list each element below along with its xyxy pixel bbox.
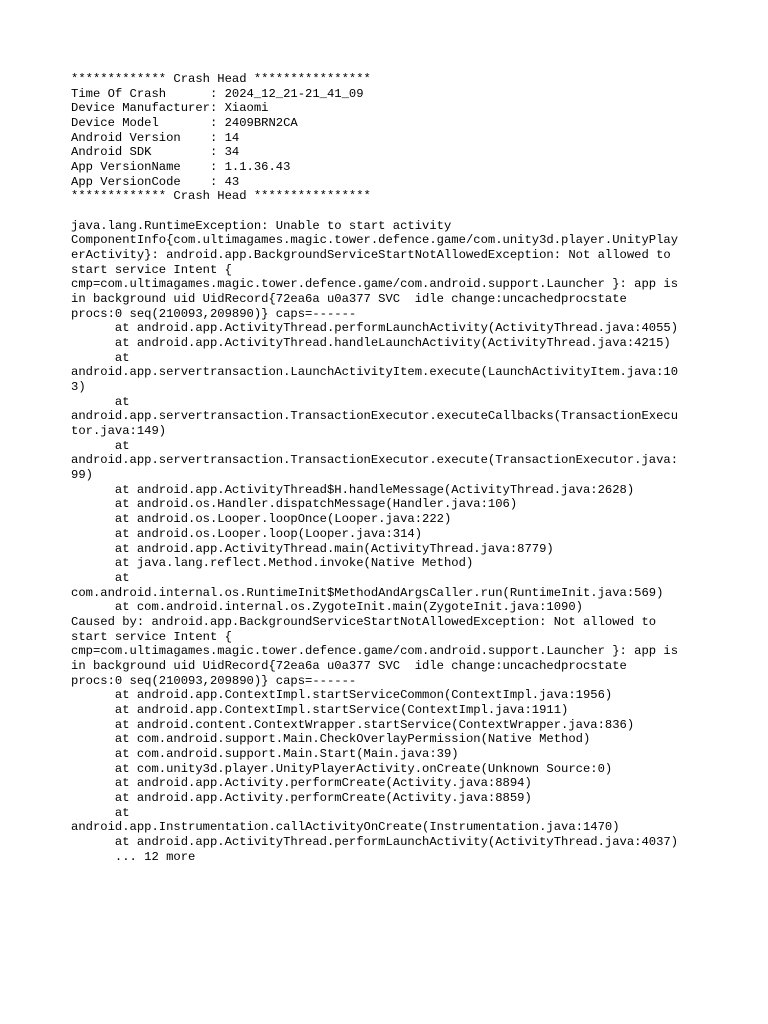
stack-trace-line: at (71, 350, 130, 365)
stack-trace-line: at android.os.Looper.loop(Looper.java:314) (71, 526, 423, 541)
stack-trace-line: in background uid UidRecord{72ea6a u0a377 SVC idle change:uncachedprocstate (71, 292, 627, 307)
crash-head-field: Device Model : 2409BRN2CA (71, 116, 298, 131)
crash-head-field: App VersionCode : 43 (71, 174, 240, 189)
crash-head-field: App VersionName : 1.1.36.43 (71, 160, 291, 175)
stack-trace-line: java.lang.RuntimeException: Unable to start activity (71, 218, 452, 233)
stack-trace-line: at android.app.ActivityThread.main(ActivityThread.java:8779) (71, 541, 554, 556)
stack-trace-line: tor.java:149) (71, 424, 167, 439)
crash-head-field: Device Manufacturer: Xiaomi (71, 101, 269, 116)
stack-trace-line: cmp=com.ultimagames.magic.tower.defence.game/com.android.support.Launcher }: app is (71, 277, 679, 292)
stack-trace-line: at android.app.ContextImpl.startServiceCommon(ContextImpl.java:1956) (71, 688, 613, 703)
stack-trace-line: android.app.Instrumentation.callActivityOnCreate(Instrumentation.java:1470) (71, 820, 620, 835)
stack-trace-line: at com.android.internal.os.ZygoteInit.main(ZygoteInit.java:1090) (71, 600, 583, 615)
stack-trace-line: at android.os.Handler.dispatchMessage(Handler.java:106) (71, 497, 518, 512)
crash-head-fields (71, 87, 731, 190)
stack-trace-line: at (71, 438, 130, 453)
stack-trace-line: android.app.servertransaction.TransactionExecutor.executeCallbacks(TransactionExecu (71, 409, 679, 424)
stack-trace-line: ... 12 more (71, 849, 196, 864)
crash-head-field: Android Version : 14 (71, 130, 240, 145)
stack-trace-line: android.app.servertransaction.TransactionExecutor.execute(TransactionExecutor.java: (71, 453, 679, 468)
stack-trace-line: at (71, 570, 130, 585)
crash-head-bottom-banner: ************* Crash Head **************** (71, 189, 371, 204)
crash-head-field: Android SDK : 34 (71, 145, 240, 160)
stack-trace-line: at android.app.ActivityThread$H.handleMessage(ActivityThread.java:2628) (71, 482, 635, 497)
stack-trace-line: at android.app.ActivityThread.performLaunchActivity(ActivityThread.java:4037) (71, 834, 679, 849)
crash-head-top-banner: ************* Crash Head **************** (71, 72, 371, 86)
stack-trace-line: at java.lang.reflect.Method.invoke(Native Method) (71, 556, 474, 571)
stack-trace-line: at android.app.Activity.performCreate(Activity.java:8859) (71, 790, 532, 805)
stack-trace-line: start service Intent { (71, 262, 232, 277)
stack-trace-line: at android.app.ActivityThread.performLaunchActivity(ActivityThread.java:4055) (71, 321, 679, 336)
crash-head-section (71, 72, 731, 204)
stack-trace-line: at android.app.Activity.performCreate(Activity.java:8894) (71, 776, 532, 791)
stack-trace-line: in background uid UidRecord{72ea6a u0a377 SVC idle change:uncachedprocstate (71, 658, 627, 673)
stack-trace (71, 219, 731, 865)
stack-trace-line: at com.android.support.Main.CheckOverlayPermission(Native Method) (71, 732, 591, 747)
stack-trace-line: at (71, 394, 130, 409)
stack-trace-line: procs:0 seq(210093,209890)} caps=------ (71, 673, 357, 688)
stack-trace-line: at android.os.Looper.loopOnce(Looper.java:222) (71, 512, 452, 527)
stack-trace-line: at (71, 805, 130, 820)
stack-trace-line: Caused by: android.app.BackgroundServiceStartNotAllowedException: Not allowed to (71, 614, 657, 629)
stack-trace-line: start service Intent { (71, 629, 232, 644)
stack-trace-line: com.android.internal.os.RuntimeInit$MethodAndArgsCaller.run(RuntimeInit.java:569) (71, 585, 664, 600)
stack-trace-line: 99) (71, 468, 93, 483)
crash-head-field: Time Of Crash : 2024_12_21-21_41_09 (71, 86, 364, 101)
blank-line-separator (71, 204, 731, 219)
stack-trace-line: erActivity}: android.app.BackgroundServiceStartNotAllowedException: Not allowed to (71, 248, 671, 263)
stack-trace-line: at android.content.ContextWrapper.startService(ContextWrapper.java:836) (71, 717, 635, 732)
stack-trace-line: cmp=com.ultimagames.magic.tower.defence.game/com.android.support.Launcher }: app is (71, 644, 679, 659)
stack-trace-line: at android.app.ContextImpl.startService(ContextImpl.java:1911) (71, 702, 569, 717)
stack-trace-line: 3) (71, 380, 86, 395)
crash-log-document (71, 72, 731, 864)
stack-trace-line: at com.unity3d.player.UnityPlayerActivity.onCreate(Unknown Source:0) (71, 761, 613, 776)
stack-trace-line: android.app.servertransaction.LaunchActivityItem.execute(LaunchActivityItem.java:10 (71, 365, 679, 380)
stack-trace-line: at com.android.support.Main.Start(Main.java:39) (71, 746, 459, 761)
stack-trace-line: ComponentInfo{com.ultimagames.magic.tower.defence.game/com.unity3d.player.UnityPlay (71, 233, 679, 248)
stack-trace-line: procs:0 seq(210093,209890)} caps=------ (71, 306, 357, 321)
stack-trace-line: at android.app.ActivityThread.handleLaunchActivity(ActivityThread.java:4215) (71, 336, 671, 351)
